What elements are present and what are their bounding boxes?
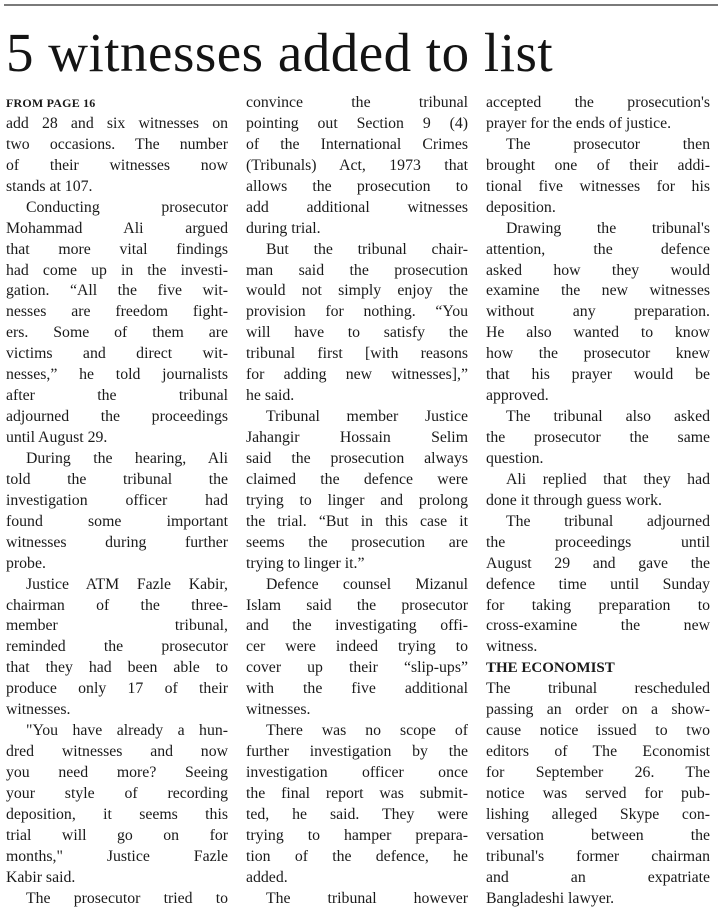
text-line: your style of recording	[6, 784, 228, 802]
text-line: probe.	[6, 554, 46, 572]
text-line: Defence counsel Mizanul	[266, 575, 468, 593]
text-line: question.	[486, 449, 544, 467]
text-line: prayer for the ends of justice.	[486, 114, 672, 132]
text-line: investigation officer had	[6, 491, 228, 509]
text-line: examine the new witnesses	[486, 282, 710, 300]
headline: 5 witnesses added to list	[6, 22, 554, 83]
text-line: the proceedings until	[486, 533, 710, 551]
text-line: you need more? Seeing	[6, 764, 228, 781]
text-line: for adding new witnesses],”	[246, 366, 468, 384]
text-line: tribunal's former chairman	[486, 847, 710, 865]
text-line: victims and direct wit-	[6, 345, 228, 363]
text-line: Jahangir Hossain Selim	[246, 429, 468, 446]
text-line: added.	[246, 868, 288, 886]
text-line: passing an order on a show-	[486, 701, 710, 719]
text-line: until August 29.	[6, 429, 108, 446]
text-line: told the tribunal the	[6, 470, 228, 488]
text-line: of the International Crimes	[246, 135, 468, 153]
text-line: The prosecutor tried to	[26, 889, 228, 907]
text-line: that more vital findings	[6, 240, 228, 258]
text-line: Ali replied that they had	[506, 470, 710, 488]
text-line: that his prayer would be	[486, 366, 710, 384]
text-line: cause notice issued to two	[486, 722, 710, 740]
text-line: Kabir said.	[6, 868, 76, 886]
text-line: that they had been able to	[6, 659, 228, 677]
text-line: lishing alleged Skype con-	[486, 805, 710, 823]
text-line: without any preparation.	[486, 303, 710, 321]
text-line: trying to hamper prepara-	[246, 826, 468, 844]
text-line: Mohammad Ali argued	[6, 219, 228, 237]
text-line: found some important	[6, 512, 228, 530]
text-line: and the investigating offi-	[246, 617, 468, 635]
text-line: notice was served for pub-	[486, 784, 710, 802]
text-line: The tribunal rescheduled	[486, 680, 710, 698]
text-line: allows the prosecution to	[246, 177, 468, 195]
text-line: The tribunal adjourned	[506, 512, 710, 530]
text-line: had come up in the investi-	[6, 261, 228, 279]
text-line: "You have already a hun-	[26, 722, 228, 740]
text-line: But the tribunal chair-	[266, 240, 468, 258]
text-line: brought one of their addi-	[486, 156, 710, 174]
text-line: The tribunal also asked	[506, 408, 710, 426]
text-line: with the five additional	[246, 680, 468, 698]
article-column-1	[6, 93, 228, 915]
text-line: will have to satisfy the	[246, 324, 468, 342]
text-line: ted, he said. They were	[246, 805, 468, 823]
text-line: Tribunal member Justice	[266, 408, 468, 426]
text-line: the trial. “But in this case it	[246, 512, 468, 530]
text-line: investigation officer once	[246, 764, 468, 781]
text-line: ers. Some of them are	[6, 324, 228, 342]
text-line: nesses,” he told journalists	[6, 366, 228, 384]
text-line: for taking preparation to	[486, 596, 710, 614]
text-line: editors of The Economist	[486, 743, 710, 761]
text-line: August 29 and gave the	[486, 554, 710, 572]
text-line: defence time until Sunday	[486, 575, 710, 593]
text-line: witness.	[486, 638, 538, 656]
text-line: seems the prosecution are	[246, 533, 468, 551]
top-rule	[4, 4, 718, 6]
text-line: Drawing the tribunal's	[506, 219, 710, 237]
text-line: would not simply enjoy the	[246, 282, 468, 300]
text-line: man said the prosecution	[246, 261, 468, 279]
text-line: pointing out Section 9 (4)	[246, 114, 468, 132]
text-line: He also wanted to know	[486, 324, 710, 342]
text-line: further investigation by the	[246, 743, 468, 761]
text-line: Islam said the prosecutor	[246, 596, 468, 614]
text-line: convince the tribunal	[246, 94, 468, 111]
jump-line: FROM PAGE 16	[6, 96, 96, 110]
text-line: tribunal first [with reasons	[246, 345, 468, 363]
text-line: The prosecutor then	[506, 135, 710, 153]
text-line: adjourned the proceedings	[6, 408, 228, 426]
text-line: deposition, it seems this	[6, 805, 228, 823]
text-line: nesses are freedom fight-	[6, 303, 228, 321]
text-line: said the prosecution always	[246, 449, 468, 467]
text-line: chairman of the three-	[6, 596, 228, 614]
text-line: after the tribunal	[6, 387, 228, 405]
text-line: dred witnesses and now	[6, 743, 228, 761]
article-column-3	[486, 93, 710, 915]
text-line: witnesses during further	[6, 533, 228, 551]
text-line: Bangladeshi lawyer.	[486, 889, 615, 907]
text-line: trying to linger it.”	[246, 554, 365, 572]
text-line: tional five witnesses for his	[486, 177, 710, 195]
text-line: tion of the defence, he	[246, 847, 468, 865]
text-line: the final report was submit-	[246, 784, 468, 802]
text-line: add additional witnesses	[246, 198, 468, 216]
text-line: produce only 17 of their	[6, 680, 228, 698]
text-line: During the hearing, Ali	[26, 449, 228, 467]
text-line: witnesses.	[246, 701, 311, 719]
text-line: cross-examine the new	[486, 617, 710, 635]
text-line: and an expatriate	[486, 868, 710, 886]
text-line: cer were indeed trying to	[246, 638, 468, 656]
text-line: claimed the defence were	[246, 470, 468, 488]
text-line: witnesses.	[6, 701, 71, 719]
text-line: member tribunal,	[6, 617, 228, 635]
text-line: provision for nothing. “You	[246, 303, 468, 321]
text-line: done it through guess work.	[486, 491, 662, 509]
text-line: cover up their “slip-ups”	[246, 659, 468, 677]
text-line: the prosecutor the same	[486, 429, 710, 446]
text-line: gation. “All the five wit-	[6, 282, 228, 300]
text-line: trial will go on for	[6, 826, 228, 844]
text-line: stands at 107.	[6, 177, 93, 195]
text-line: how the prosecutor knew	[486, 345, 710, 363]
text-line: deposition.	[486, 198, 556, 216]
text-line: attention, the defence	[486, 240, 710, 258]
text-line: There was no scope of	[266, 722, 468, 740]
text-line: asked how they would	[486, 261, 710, 279]
text-line: Conducting prosecutor	[26, 198, 228, 216]
text-line: accepted the prosecution's	[486, 94, 710, 111]
text-line: during trial.	[246, 219, 321, 237]
text-line: versation between the	[486, 826, 710, 844]
text-line: trying to linger and prolong	[246, 491, 468, 509]
text-line: for September 26. The	[486, 764, 710, 781]
text-line: add 28 and six witnesses on	[6, 114, 228, 132]
text-line: The tribunal however	[266, 889, 468, 907]
text-line: approved.	[486, 387, 549, 405]
text-line: he said.	[246, 387, 295, 405]
text-line: reminded the prosecutor	[6, 638, 228, 656]
text-line: Justice ATM Fazle Kabir,	[26, 575, 228, 593]
article-column-2	[246, 93, 468, 915]
text-line: of their witnesses now	[6, 156, 228, 174]
subheading: THE ECONOMIST	[486, 660, 615, 677]
text-line: two occasions. The number	[6, 135, 228, 153]
text-line: (Tribunals) Act, 1973 that	[246, 156, 468, 174]
text-line: months," Justice Fazle	[6, 847, 228, 865]
